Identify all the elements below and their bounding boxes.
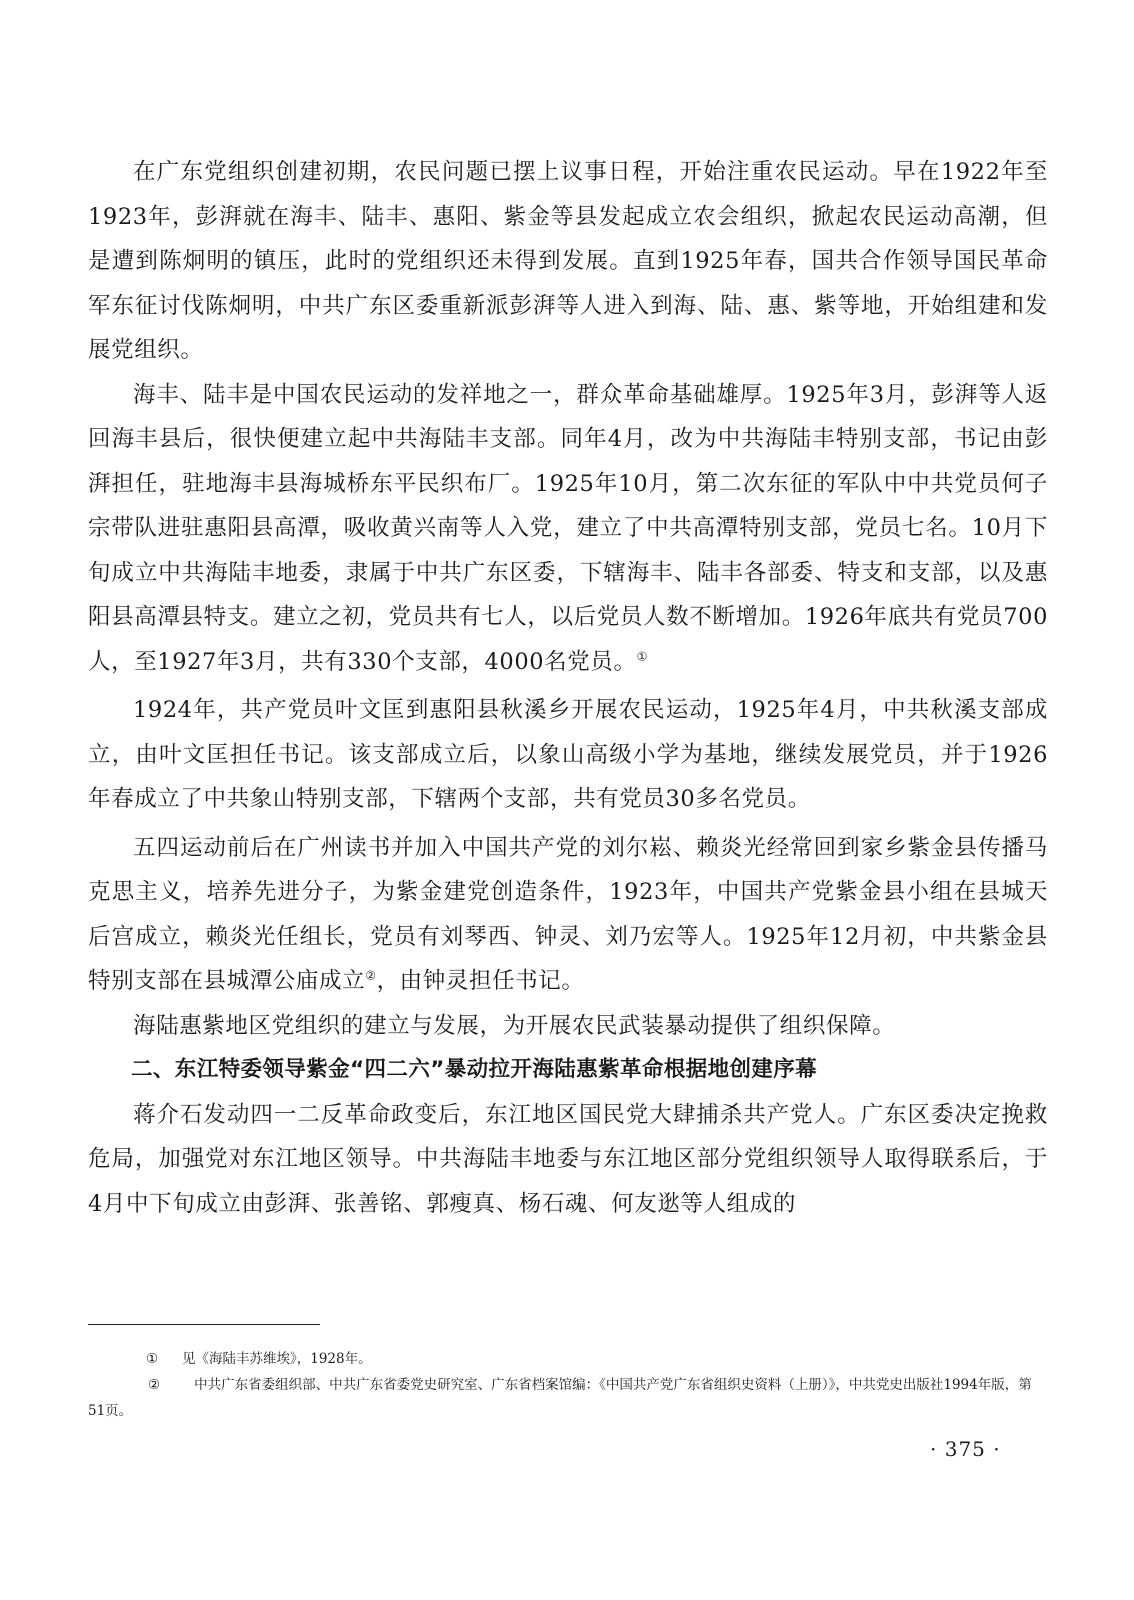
footnote-1-text: 见《海陆丰苏维埃》，1928年。: [182, 1351, 372, 1367]
paragraph-2: [88, 373, 1048, 685]
footnote-ref-2[interactable]: ②: [365, 968, 377, 983]
footnote-divider: [88, 1324, 320, 1325]
page-number: · 375 ·: [930, 1437, 1001, 1461]
footnote-2-mark: ②: [148, 1377, 161, 1393]
paragraph-6: 蒋介石发动四一二反革命政变后，东江地区国民党大肆捕杀共产党人。广东区委决定挽救危局，加强党对东江地区领导。中共海陆丰地委与东江地区部分党组织领导人取得联系后，于4月中下旬成立由彭湃、张善铭、郭瘦真、杨石魂、何友逖等人组成的: [88, 1101, 1048, 1217]
footnote-1: [88, 1346, 1048, 1372]
paragraph-4-text: 五四运动前后在广州读书并加入中国共产党的刘尔崧、赖炎光经常回到家乡紫金县传播马克思主义，培养先进分子，为紫金建党创造条件，1923年，中国共产党紫金县小组在县城天后宫成立，赖炎光任组长，党员有刘琴西、钟灵、刘乃宏等人。1925年12月初，中共紫金县特别支部在县城潭公庙成立: [88, 834, 1048, 994]
paragraph-4: [88, 826, 1048, 1004]
body-text: [88, 150, 1048, 1226]
footnote-2-text: 中共广东省委组织部、中共广东省委党史研究室、广东省档案馆编：《中国共产党广东省组织史资料（上册）》，中共党史出版社1994年版，第51页。: [88, 1377, 1032, 1419]
footnote-1-mark: ①: [146, 1351, 159, 1367]
paragraph-5: 海陆惠紫地区党组织的建立与发展，为开展农民武装暴动提供了组织保障。: [133, 1012, 896, 1039]
footnotes: [88, 1346, 1048, 1424]
section-heading: 二、东江特委领导紫金“四二六”暴动拉开海陆惠紫革命根据地创建序幕: [131, 1057, 818, 1082]
footnote-2: [88, 1372, 1048, 1424]
paragraph-2-text: 海丰、陆丰是中国农民运动的发祥地之一，群众革命基础雄厚。1925年3月，彭湃等人返回海丰县后，很快便建立起中共海陆丰支部。同年4月，改为中共海陆丰特别支部，书记由彭湃担任，驻地海丰县海城桥东平民织布厂。1925年10月，第二次东征的军队中中共党员何子宗带队进驻惠阳县高潭，吸收黄兴南等人入党，建立了中共高潭特别支部，党员七名。10月下旬成立中共海陆丰地委，隶属于中共广东区委，下辖海丰、陆丰各部委、特支和支部，以及惠阳县高潭县特支。建立之初，党员共有七人，以后党员人数不断增加。1926年底共有党员700人，至1927年3月，共有330个支部，4000名党员。: [88, 381, 1048, 675]
paragraph-1: 在广东党组织创建初期，农民问题已摆上议事日程，开始注重农民运动。早在1922年至1923年，彭湃就在海丰、陆丰、惠阳、紫金等县发起成立农会组织，掀起农民运动高潮，但是遭到陈炯明的镇压，此时的党组织还未得到发展。直到1925年春，国共合作领导国民革命军东征讨伐陈炯明，中共广东区委重新派彭湃等人进入到海、陆、惠、紫等地，开始组建和发展党组织。: [88, 159, 1048, 363]
footnote-ref-1[interactable]: ①: [636, 649, 648, 663]
paragraph-3: 1924年，共产党员叶文匡到惠阳县秋溪乡开展农民运动，1925年4月，中共秋溪支部成立，由叶文匡担任书记。该支部成立后，以象山高级小学为基地，继续发展党员，并于1926年春成立了中共象山特别支部，下辖两个支部，共有党员30多名党员。: [88, 697, 1048, 812]
paragraph-4-tail: ，由钟灵担任书记。: [376, 968, 585, 994]
